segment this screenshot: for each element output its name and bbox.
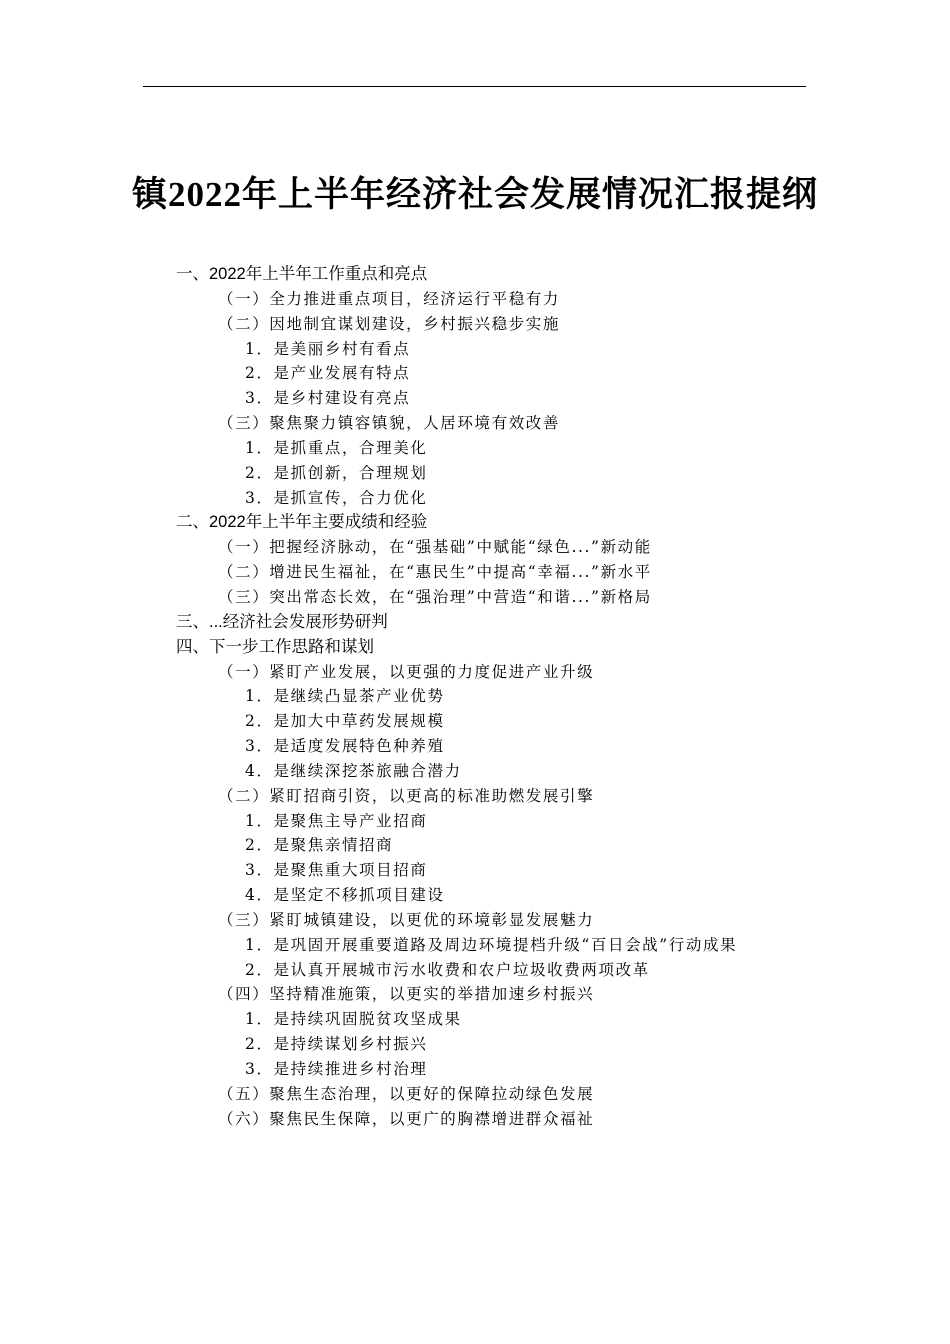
header-rule xyxy=(143,86,806,87)
outline-item-level3: 2．是持续谋划乡村振兴 xyxy=(245,1035,428,1054)
outline-item-level2: （二）增进民生福祉，在“惠民生”中提高“幸福...”新水平 xyxy=(218,563,652,582)
outline-item-level2: （三）紧盯城镇建设，以更优的环境彰显发展魅力 xyxy=(218,910,595,929)
outline-item-level1: 三、...经济社会发展形势研判 xyxy=(176,612,388,631)
outline-item-level4: 1．是巩固开展重要道路及周边环境提档升级“百日会战”行动成果 xyxy=(245,935,738,954)
outline-item-level2: （一）紧盯产业发展，以更强的力度促进产业升级 xyxy=(218,662,595,681)
outline-item-level3: 2．是聚焦亲情招商 xyxy=(245,836,394,855)
outline-item-level3: 1．是抓重点，合理美化 xyxy=(245,438,428,457)
outline-item-level3: 3．是乡村建设有亮点 xyxy=(245,389,411,408)
outline-item-level3: 1．是聚焦主导产业招商 xyxy=(245,811,428,830)
outline-item-level3: 1．是美丽乡村有看点 xyxy=(245,339,411,358)
outline-item-level2: （一）把握经济脉动，在“强基础”中赋能“绿色...”新动能 xyxy=(218,538,652,557)
outline-item-level2: （五）聚焦生态治理，以更好的保障拉动绿色发展 xyxy=(218,1084,595,1103)
outline-item-level3: 2．是认真开展城市污水收费和农户垃圾收费两项改革 xyxy=(245,960,650,979)
outline-item-level3: 2．是抓创新，合理规划 xyxy=(245,463,428,482)
outline-item-level3: 3．是聚焦重大项目招商 xyxy=(245,861,428,880)
outline-item-level2: （二）紧盯招商引资，以更高的标准助燃发展引擎 xyxy=(218,786,595,805)
outline-item-level3: 2．是产业发展有特点 xyxy=(245,364,411,383)
outline-item-level2: （四）坚持精准施策，以更实的举措加速乡村振兴 xyxy=(218,985,595,1004)
outline-item-level3: 3．是持续推进乡村治理 xyxy=(245,1060,428,1078)
outline-item-level2: （三）聚焦聚力镇容镇貌，人居环境有效改善 xyxy=(218,414,561,433)
outline-item-level1: 四、下一步工作思路和谋划 xyxy=(176,637,374,656)
outline-item-level3: 2．是加大中草药发展规模 xyxy=(245,712,445,731)
outline-item-level3: 3．是抓宣传，合力优化 xyxy=(245,488,428,507)
outline-item-level1: 一、2022年上半年工作重点和亮点 xyxy=(176,265,428,283)
outline-item-level1: 二、2022年上半年主要成绩和经验 xyxy=(176,513,428,532)
document-title: 镇2022年上半年经济社会发展情况汇报提纲 xyxy=(131,175,818,214)
outline-item-level3: 4．是继续深挖茶旅融合潜力 xyxy=(245,761,462,780)
outline-item-level3: 4．是坚定不移抓项目建设 xyxy=(245,886,445,905)
outline-item-level2: （六）聚焦民生保障，以更广的胸襟增进群众福祉 xyxy=(218,1109,595,1128)
outline-item-level2: （二）因地制宜谋划建设，乡村振兴稳步实施 xyxy=(218,314,561,333)
outline-item-level3: 3．是适度发展特色种养殖 xyxy=(245,737,445,756)
outline-item-level2: （三）突出常态长效，在“强治理”中营造“和谐...”新格局 xyxy=(218,587,652,606)
outline-item-level2: （一）全力推进重点项目，经济运行平稳有力 xyxy=(218,289,561,308)
outline-item-level3: 1．是持续巩固脱贫攻坚成果 xyxy=(245,1010,462,1029)
outline-item-level3: 1．是继续凸显茶产业优势 xyxy=(245,687,445,706)
outline xyxy=(143,262,808,1132)
